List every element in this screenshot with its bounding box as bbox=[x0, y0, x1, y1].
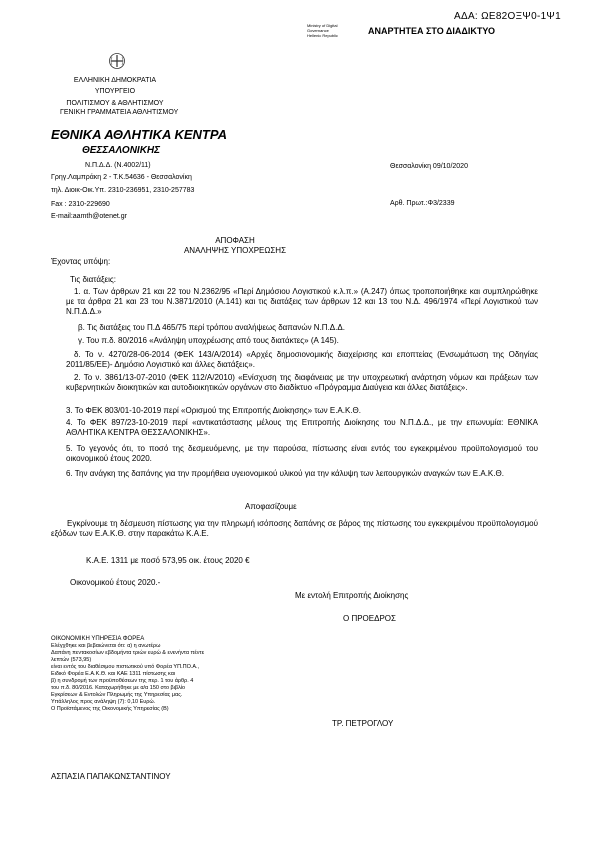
decision-heading: Αποφασίζουμε bbox=[245, 502, 297, 511]
address: Γρηγ.Λαμπράκη 2 - Τ.Κ.54636 - Θεσσαλονίκη bbox=[51, 174, 192, 181]
president-title: Ο ΠΡΟΕΔΡΟΣ bbox=[343, 614, 396, 623]
finance-signer: ΑΣΠΑΣΙΑ ΠΑΠΑΚΩΝΣΤΑΝΤΙΝΟΥ bbox=[51, 772, 171, 781]
provision-1d: δ. Το ν. 4270/28-06-2014 (ΦΕΚ 143/Α/2014) «Αρχές δημοσιονομικής διαχείρισης και εποπτείας (Ενσωμάτωση της Οδηγίας 2011/85/ΕΕ)- Δημόσιο Λογιστικό και άλλες διατάξεις». bbox=[66, 350, 538, 369]
fiscal-year: Οικονομικού έτους 2020.- bbox=[70, 578, 161, 587]
fax: Fax : 2310-229690 bbox=[51, 201, 110, 208]
provision-5: 5. Το γεγονός ότι, το ποσό της δεσμευόμενης, με την παρούσα, πίστωσης είναι εντός του εγκεκριμένου προϋπολογισμού του οικονομικού έτους 2020. bbox=[66, 444, 538, 463]
finance-service-block: ΟΙΚΟΝΟΜΙΚΗ ΥΠΗΡΕΣΙΑ ΦΟΡΕΑ Ελέγχθηκε και βεβαιώνεται ότι: α) η ανωτέρω Δαπάνη πεντακοσίων εβδομήντα τριών ευρώ & ενενήντα πέντε λεπτών (573,95) είναι εντός του διαθέσιμου πιστωτικού υπό Φορέα ΥΠ.ΠΟ.Α., Ειδικό Φορέα Ε.Α.Κ.Θ. και ΚΑΕ 1311 πίστωσης και β) η συνδρομή των προϋποθέσεων της περ. 1 του άρθρ. 4 του π.δ. 80/2016. Καταχωρήθηκε με α/α 150 στο βιβλίο Εγκρίσεων & Εντολών Πληρωμής της Υπηρεσίας μας. Υπάλληλος προς ανάληψη (7): 0,10 Ευρώ. Ο Προϊστάμενος της Οικονομικής Υπηρεσίας (Β) bbox=[51, 636, 205, 712]
decision-title: ΑΠΟΦΑΣΗ ΑΝΑΛΗΨΗΣ ΥΠΟΧΡΕΩΣΗΣ bbox=[183, 236, 287, 255]
provision-3: 3. Το ΦΕΚ 803/01-10-2019 περί «Ορισμού της Επιτροπής Διοίκησης» των Ε.Α.Κ.Θ. bbox=[66, 406, 361, 415]
document-date: Θεσσαλονίκη 09/10/2020 bbox=[390, 163, 468, 170]
centre-name: ΕΘΝΙΚΑ ΑΘΛΗΤΙΚΑ ΚΕΝΤΡΑ bbox=[51, 127, 227, 142]
provision-4: 4. Το ΦΕΚ 897/23-10-2019 περί «αντικατάστασης μέλους της Επιτροπής Διοίκησης του Ν.Π.Δ.Δ., με την επωνυμία: ΕΘΝΙΚΑ ΑΘΛΗΤΙΚΑ ΚΕΝΤΡΑ ΘΕΣΣΑΛΟΝΙΚΗΣ». bbox=[66, 418, 538, 437]
centre-city: ΘΕΣΣΑΛΟΝΙΚΗΣ bbox=[82, 145, 161, 156]
protocol-number: Αρθ. Πρωτ.:Φ3/2339 bbox=[390, 200, 455, 207]
provision-1c: γ. Του π.δ. 80/2016 «Ανάληψη υποχρέωσης από τους διατάκτες» (Α 145). bbox=[78, 336, 339, 345]
provision-2: 2. Το ν. 3861/13-07-2010 (ΦΕΚ 112/Α/2010) «Ενίσχυση της διαφάνειας με την υποχρεωτική ανάρτηση νόμων και πράξεων των κυβερνητικών διοικητικών και αυτοδιοικητικών οργάνων στο διαδίκτυο «Πρόγραμμα Διαύγεια και άλλες διατάξεις». bbox=[66, 373, 538, 392]
issuer-block: ΕΛΛΗΝΙΚΗ ΔΗΜΟΚΡΑΤΙΑ ΥΠΟΥΡΓΕΙΟ ΠΟΛΙΤΙΣΜΟΥ & ΑΘΛΗΤΙΣΜΟΥ ΓΕΝΙΚΗ ΓΡΑΜΜΑΤΕΙΑ ΑΘΛΗΤΙΣΜΟΥ bbox=[60, 77, 179, 116]
intro: Έχοντας υπόψη: bbox=[51, 257, 111, 266]
approval-paragraph: Εγκρίνουμε τη δέσμευση πίστωσης για την πληρωμή ισόποσης δαπάνης σε βάρος της πίστωσης του εγκεκριμένου προϋπολογισμού εξόδων των Ε.Α.Κ.Θ. στην παρακάτω Κ.Α.Ε. bbox=[51, 519, 538, 538]
coat-of-arms-icon bbox=[108, 52, 126, 70]
phone: τηλ. Διοικ-Οικ.Υπ. 2310-236951, 2310-257783 bbox=[51, 187, 195, 194]
legal-form: Ν.Π.Δ.Δ. (Ν.4002/11) bbox=[85, 162, 151, 169]
publish-notice: ΑΝΑΡΤΗΤΕΑ ΣΤΟ ΔΙΑΔΙΚΤΥΟ bbox=[368, 26, 495, 36]
provision-1b: β. Τις διατάξεις του Π.Δ 465/75 περί τρόπου αναλήψεως δαπανών Ν.Π.Δ.Δ. bbox=[78, 323, 345, 332]
ada-code: ΑΔΑ: ΩΕ82ΟΞΨ0-1Ψ1 bbox=[454, 11, 561, 22]
provision-1a: 1. α. Των άρθρων 21 και 22 του Ν.2362/95 «Περί Δημόσιου Λογιστικού κ.λ.π.» (Α.247) όπως τροποποιήθηκε και συμπληρώθηκε με τα άρθρα 21 και 23 του Ν.3871/2010 (Α.141) και τις διατάξεις των άρθρων 12 και 13 του Ν.Δ. 496/1974 «Περί Λογιστικού των Ν.Π.Δ.Δ.» bbox=[66, 287, 538, 316]
signature-stamp: Ministry of Digital Governance Hellenic Republic bbox=[307, 23, 338, 38]
by-order: Με εντολή Επιτροπής Διοίκησης bbox=[295, 591, 409, 600]
kae-amount: Κ.Α.Ε. 1311 με ποσό 573,95 οικ. έτους 2020 € bbox=[86, 556, 250, 565]
provision-6: 6. Την ανάγκη της δαπάνης για την προμήθεια υγειονομικού υλικού για την κάλυψη των λειτουργικών αναγκών των Ε.Α.Κ.Θ. bbox=[66, 469, 504, 478]
provisions-label: Τις διατάξεις: bbox=[70, 275, 116, 284]
president-name: ΤΡ. ΠΕΤΡΟΓΛΟΥ bbox=[332, 719, 394, 728]
email: E-mail:aamth@otenet.gr bbox=[51, 213, 127, 220]
